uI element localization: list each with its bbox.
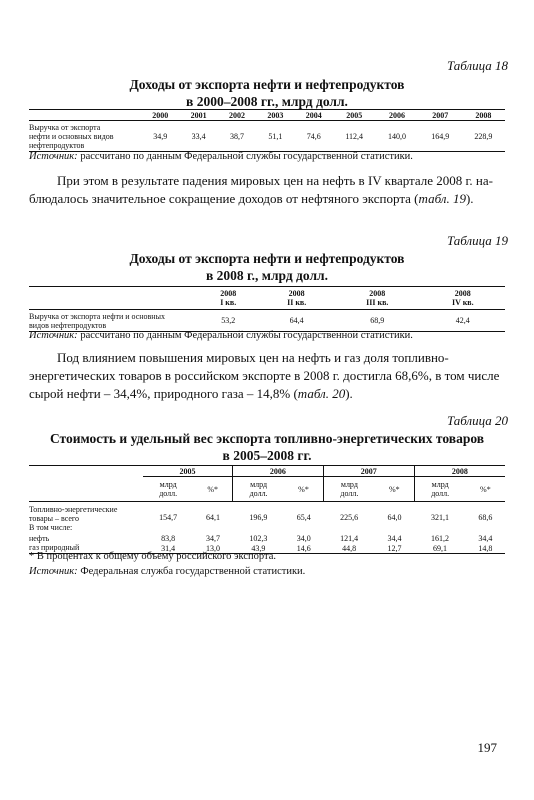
table-18-year: 2002: [228, 110, 245, 120]
col-quarter: II кв.: [287, 298, 307, 307]
table-row: [29, 310, 505, 332]
table-cell: 68,9: [370, 316, 385, 325]
table-20-year-row: [29, 466, 505, 477]
table-19: [29, 286, 505, 332]
row-label-line: товары – всего: [29, 514, 79, 523]
source-text: рассчитано по данным Федеральной службы государственной статистики.: [77, 151, 413, 162]
table-cell: 225,6: [340, 513, 359, 522]
table-cell: 51,1: [268, 131, 283, 141]
table-19-label: Таблица 19: [446, 233, 508, 248]
page-number: 197: [477, 740, 497, 755]
paragraph-1: [29, 172, 505, 208]
row-label-line: Выручка от экспорта нефти и основных: [29, 312, 165, 321]
table-cell: 42,4: [455, 316, 470, 325]
table-cell: 69,1: [432, 543, 447, 553]
paragraph-line: Под влиянием повышения мировых цен на нефть и газ доля топливно-: [57, 350, 449, 365]
table-cell: 321,1: [430, 513, 449, 522]
table-cell: 112,4: [345, 131, 364, 141]
table-reference: табл. 20: [297, 386, 346, 401]
table-19-title-line1: Доходы от экспорта нефти и нефтепродуктов: [129, 251, 405, 266]
table-18-year: 2008: [475, 110, 492, 120]
paragraph-2: [29, 349, 505, 403]
table-18-title-line2: в 2000–2008 гг., млрд долл.: [186, 94, 348, 109]
table-18-title: [20, 76, 514, 110]
table-20-title-line1: Стоимость и удельный вес экспорта топливно-энергетических товаров: [49, 431, 485, 446]
table-20-footnote: * В процентах к общему объему российского экспорта.: [29, 551, 277, 562]
table-18-corner: [29, 110, 141, 121]
table-18: [29, 109, 505, 152]
table-cell: 102,3: [249, 534, 268, 543]
source-label: Источник:: [29, 151, 78, 162]
table-19-source: [29, 330, 413, 341]
table-20-corner: [29, 477, 143, 502]
row-label-line: Топливно-энергетические: [29, 505, 118, 514]
table-cell: 53,2: [221, 316, 236, 325]
table-cell: 38,7: [229, 131, 244, 141]
paragraph-line: энергетических товаров в российском экспорте в 2008 г. достигла 68,6%, в том числе: [29, 368, 500, 383]
subheader-pct: %*: [298, 484, 309, 494]
text-run: блюдалось значительное сокращение доходов от нефтяного экспорта (: [29, 191, 419, 206]
subheader-line: долл.: [340, 489, 359, 498]
table-19-col-header: [197, 287, 259, 310]
table-19-corner: [29, 287, 197, 310]
table-cell: 228,9: [474, 131, 493, 141]
col-quarter: IV кв.: [451, 298, 474, 307]
table-20-row-label: газ природный: [29, 543, 80, 552]
table-cell: 140,0: [388, 131, 407, 141]
table-cell: 154,7: [159, 513, 178, 522]
table-18-grid: [29, 109, 505, 152]
table-20-year: 2006: [233, 466, 324, 477]
table-18-header-row: [29, 110, 505, 121]
table-20-title: [20, 430, 514, 464]
table-18-year: 2006: [389, 110, 406, 120]
paragraph-line: При этом в результате падения мировых цен на нефть в IV квартале 2008 г. на-: [57, 173, 493, 188]
table-cell: 34,9: [153, 131, 168, 141]
paragraph-line: [29, 190, 505, 208]
table-18-year: 2007: [432, 110, 449, 120]
table-cell: 34,7: [205, 534, 220, 543]
source-label: Источник:: [29, 566, 78, 577]
table-cell: 34,4: [387, 534, 402, 543]
col-year: 2008: [288, 289, 305, 298]
table-cell: 12,7: [387, 543, 402, 553]
table-cell: 65,4: [296, 513, 311, 522]
table-18-source: [29, 151, 413, 162]
subheader-line: млрд: [431, 480, 449, 489]
col-quarter: I кв.: [220, 298, 237, 307]
table-19-title-line2: в 2008 г., млрд долл.: [205, 268, 328, 283]
table-cell: 34,4: [478, 534, 493, 543]
table-reference: табл. 19: [418, 191, 466, 206]
row-label-line: нефтепродуктов: [29, 141, 85, 150]
table-cell: 196,9: [249, 513, 268, 522]
col-quarter: III кв.: [366, 298, 389, 307]
table-20-label: Таблица 20: [446, 413, 508, 428]
table-cell: 83,8: [161, 534, 176, 543]
table-cell: 121,4: [340, 534, 359, 543]
table-cell-empty: [143, 523, 505, 532]
table-19-header-row: [29, 287, 505, 310]
table-20-row-label: [29, 502, 143, 524]
table-19-grid: [29, 286, 505, 332]
table-18-row-label: [29, 121, 141, 152]
subheader-bln: [323, 477, 375, 502]
table-cell: 64,4: [289, 316, 304, 325]
subheader-line: млрд: [159, 480, 177, 489]
subheader-pct: %*: [388, 484, 400, 494]
text-run: сырой нефти – 34,4%, природного газа – 14,8% (: [29, 386, 298, 401]
col-year: 2008: [220, 289, 237, 298]
table-19-col-header: [334, 287, 421, 310]
subheader-bln: [143, 477, 193, 502]
table-18-year: 2004: [305, 110, 322, 120]
table-20-grid: [29, 465, 505, 554]
table-cell: 33,4: [191, 131, 206, 141]
table-20-row-label: нефть: [29, 534, 50, 543]
table-20-year: 2008: [414, 466, 505, 477]
subheader-bln: [414, 477, 466, 502]
table-row: [29, 502, 505, 524]
table-20-row-label: В том числе:: [29, 523, 73, 532]
subheader-pct: %*: [207, 484, 219, 494]
table-18-label: Таблица 18: [446, 58, 508, 73]
table-19-row-label: [29, 310, 197, 332]
table-18-year: 2003: [267, 110, 284, 120]
table-cell: 64,1: [205, 513, 220, 522]
subheader-line: долл.: [159, 489, 178, 498]
source-text: Федеральная служба государственной статистики.: [77, 566, 306, 577]
table-20: [29, 465, 505, 554]
col-year: 2008: [454, 289, 471, 298]
table-cell: 161,2: [430, 534, 449, 543]
source-label: Источник:: [29, 330, 78, 341]
table-cell: 31,4: [161, 543, 176, 553]
subheader-line: млрд: [340, 480, 358, 489]
subheader-pct: %*: [480, 484, 491, 494]
table-20-year: 2007: [323, 466, 414, 477]
subheader-bln: [233, 477, 285, 502]
text-run: ).: [345, 386, 353, 401]
table-cell: 13,0: [205, 543, 220, 553]
table-18-year: 2005: [346, 110, 363, 120]
table-cell: 14,8: [478, 543, 493, 553]
table-18-title-line1: Доходы от экспорта нефти и нефтепродуктов: [129, 77, 405, 92]
row-label-line: видов нефтепродуктов: [29, 321, 107, 330]
table-20-title-line2: в 2005–2008 гг.: [222, 448, 312, 463]
subheader-line: долл.: [431, 489, 450, 498]
table-cell: 68,6: [478, 513, 493, 522]
table-cell: 164,9: [431, 131, 450, 141]
table-19-col-header: [421, 287, 505, 310]
table-cell: 64,0: [387, 513, 402, 522]
table-20-subheader-row: [29, 477, 505, 502]
row-label-line: Выручка от экспорта: [29, 123, 101, 132]
table-18-year: 2000: [152, 110, 169, 120]
table-cell: 74,6: [306, 131, 321, 141]
table-18-year: 2001: [190, 110, 207, 120]
table-cell: 43,9: [251, 543, 266, 553]
subheader-line: долл.: [249, 489, 268, 498]
col-year: 2008: [369, 289, 386, 298]
source-text: рассчитано по данным Федеральной службы государственной статистики.: [77, 330, 413, 341]
table-20-corner: [29, 466, 143, 477]
table-cell: 34,0: [296, 534, 311, 543]
table-20-year: 2005: [143, 466, 233, 477]
table-cell: 14,6: [296, 543, 311, 553]
table-19-title: [20, 250, 514, 284]
paragraph-line: [29, 385, 505, 403]
table-19-col-header: [259, 287, 334, 310]
row-label-line: нефти и основных видов: [29, 132, 114, 141]
text-run: ).: [465, 191, 474, 206]
subheader-line: млрд: [250, 480, 268, 489]
table-20-source: [29, 566, 305, 577]
table-row: [29, 532, 505, 543]
table-row: [29, 523, 505, 532]
table-cell: 44,8: [342, 543, 357, 553]
table-row: [29, 121, 505, 152]
